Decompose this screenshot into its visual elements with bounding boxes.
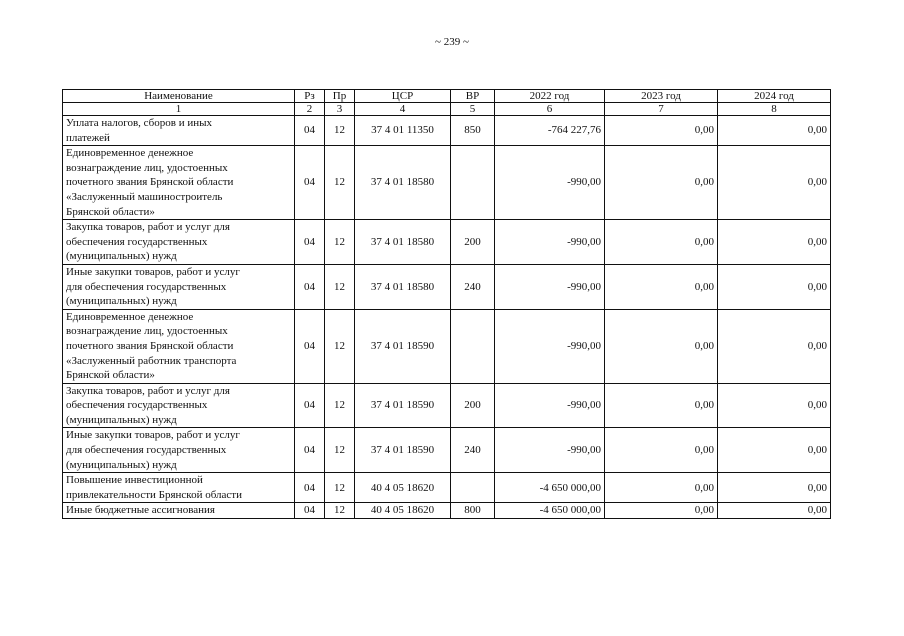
column-number: 3 [325,103,355,116]
row-2024: 0,00 [718,116,831,146]
row-pr: 12 [325,116,355,146]
header-2024: 2024 год [718,90,831,103]
row-name: Иные закупки товаров, работ и услуг для обеспечения государственных (муниципальных) нужд [63,264,295,309]
row-2024: 0,00 [718,473,831,503]
row-2023: 0,00 [605,220,718,265]
row-pr: 12 [325,264,355,309]
row-name: Единовременное денежное вознаграждение лиц, удостоенных почетного звания Брянской области «Заслуженный работник транспорта Брянской области» [63,309,295,383]
row-2023: 0,00 [605,146,718,220]
row-name: Закупка товаров, работ и услуг для обеспечения государственных (муниципальных) нужд [63,220,295,265]
header-name: Наименование [63,90,295,103]
row-vr: 800 [451,503,495,519]
row-2023: 0,00 [605,309,718,383]
row-vr [451,473,495,503]
row-csr: 37 4 01 11350 [355,116,451,146]
row-2023: 0,00 [605,383,718,428]
row-pr: 12 [325,428,355,473]
header-row [63,90,831,103]
table-row [63,146,831,220]
column-number: 4 [355,103,451,116]
row-2022: -990,00 [495,146,605,220]
column-number: 1 [63,103,295,116]
row-pr: 12 [325,309,355,383]
row-pr: 12 [325,220,355,265]
row-rz: 04 [295,146,325,220]
row-vr [451,146,495,220]
row-csr: 40 4 05 18620 [355,473,451,503]
row-2024: 0,00 [718,264,831,309]
table-row [63,220,831,265]
row-rz: 04 [295,383,325,428]
table-row [63,383,831,428]
row-2022: -4 650 000,00 [495,473,605,503]
row-2022: -990,00 [495,309,605,383]
row-rz: 04 [295,309,325,383]
row-vr [451,309,495,383]
page-number: ~ 239 ~ [435,36,469,48]
column-number-row [63,103,831,116]
row-2024: 0,00 [718,146,831,220]
row-vr: 200 [451,220,495,265]
row-csr: 37 4 01 18580 [355,146,451,220]
row-csr: 37 4 01 18580 [355,220,451,265]
table-row [63,264,831,309]
table-row [63,503,831,519]
header-rz: Рз [295,90,325,103]
row-2022: -764 227,76 [495,116,605,146]
column-number: 6 [495,103,605,116]
row-vr: 240 [451,264,495,309]
row-2023: 0,00 [605,264,718,309]
header-csr: ЦСР [355,90,451,103]
row-pr: 12 [325,383,355,428]
row-2022: -4 650 000,00 [495,503,605,519]
row-csr: 37 4 01 18580 [355,264,451,309]
row-pr: 12 [325,146,355,220]
row-vr: 240 [451,428,495,473]
row-2024: 0,00 [718,428,831,473]
row-rz: 04 [295,220,325,265]
row-2022: -990,00 [495,428,605,473]
row-2023: 0,00 [605,428,718,473]
row-name: Иные закупки товаров, работ и услуг для обеспечения государственных (муниципальных) нужд [63,428,295,473]
row-2024: 0,00 [718,309,831,383]
row-rz: 04 [295,264,325,309]
row-2024: 0,00 [718,503,831,519]
row-rz: 04 [295,473,325,503]
table-row [63,116,831,146]
row-vr: 200 [451,383,495,428]
row-csr: 37 4 01 18590 [355,383,451,428]
row-2023: 0,00 [605,116,718,146]
row-vr: 850 [451,116,495,146]
header-2023: 2023 год [605,90,718,103]
row-pr: 12 [325,503,355,519]
row-2022: -990,00 [495,264,605,309]
row-csr: 37 4 01 18590 [355,309,451,383]
column-number: 8 [718,103,831,116]
row-2022: -990,00 [495,383,605,428]
header-vr: ВР [451,90,495,103]
row-name: Иные бюджетные ассигнования [63,503,295,519]
row-rz: 04 [295,116,325,146]
row-csr: 40 4 05 18620 [355,503,451,519]
table-row [63,309,831,383]
column-number: 5 [451,103,495,116]
budget-table [62,89,831,519]
table-row [63,428,831,473]
column-number: 2 [295,103,325,116]
row-name: Уплата налогов, сборов и иных платежей [63,116,295,146]
row-2022: -990,00 [495,220,605,265]
row-rz: 04 [295,428,325,473]
row-2024: 0,00 [718,383,831,428]
row-2023: 0,00 [605,503,718,519]
header-pr: Пр [325,90,355,103]
header-2022: 2022 год [495,90,605,103]
row-name: Закупка товаров, работ и услуг для обеспечения государственных (муниципальных) нужд [63,383,295,428]
row-2023: 0,00 [605,473,718,503]
row-rz: 04 [295,503,325,519]
row-name: Единовременное денежное вознаграждение лиц, удостоенных почетного звания Брянской области «Заслуженный машиностроитель Брянской области» [63,146,295,220]
row-pr: 12 [325,473,355,503]
row-csr: 37 4 01 18590 [355,428,451,473]
table-row [63,473,831,503]
row-2024: 0,00 [718,220,831,265]
column-number: 7 [605,103,718,116]
row-name: Повышение инвестиционной привлекательности Брянской области [63,473,295,503]
